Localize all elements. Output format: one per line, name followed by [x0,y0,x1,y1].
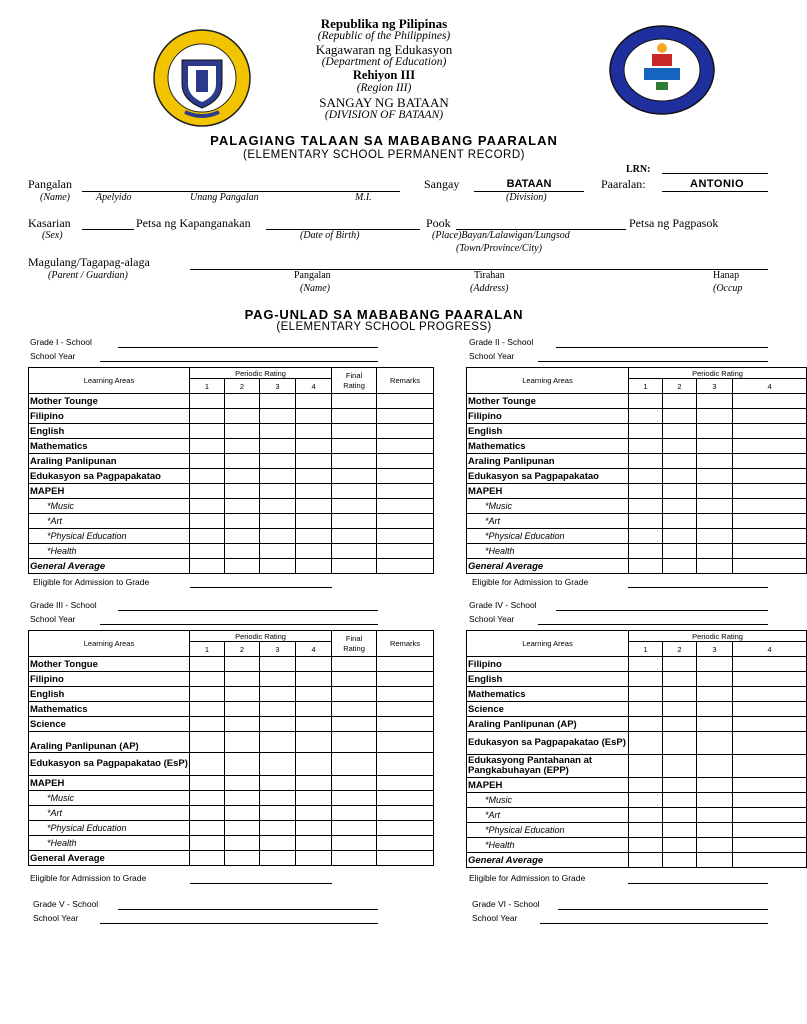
header-periodic-rating: Periodic Rating [629,368,807,379]
grade3-school-label: Grade III - School [30,600,97,610]
header-q2: 2 [225,379,260,394]
grade6-sy-field[interactable] [540,923,768,924]
table-row: Edukasyon sa Pagpapakatao [29,469,434,484]
table-row: *Health [467,544,807,559]
grade2-school-label: Grade II - School [469,337,534,347]
table-row: General Average [29,851,434,866]
lrn-field[interactable] [662,173,768,174]
grade2-sy-label: School Year [469,351,515,361]
table-row: Araling Panlipunan [467,454,807,469]
grade4-eligible-label: Eligible for Admission to Grade [469,873,586,883]
table-row: English [467,424,807,439]
table-row: Mother Tongue [29,657,434,672]
grade2-sy-field[interactable] [538,361,768,362]
header-region-en: (Region III) [356,82,412,94]
grade5-school-field[interactable] [118,909,378,910]
grade3-eligible-label: Eligible for Admission to Grade [30,873,147,883]
record-subtitle: (ELEMENTARY SCHOOL PERMANENT RECORD) [243,149,525,161]
grade4-table [466,630,807,868]
grade2-eligible-field[interactable] [628,587,768,588]
grade1-eligible-label: Eligible for Admission to Grade [33,577,150,587]
table-row: Araling Panlipunan (AP) [29,732,434,753]
grade4-sy-field[interactable] [538,624,768,625]
header-q3: 3 [697,379,733,394]
header-q4: 4 [733,379,807,394]
grade6-school-field[interactable] [558,909,768,910]
table-row: *Health [29,836,434,851]
grade3-school-field[interactable] [118,610,378,611]
table-row: *Physical Education [467,529,807,544]
header-q1: 1 [629,379,663,394]
header-deped-en: (Department of Education) [321,56,447,68]
table-row: MAPEH [467,778,807,793]
header-periodic-rating: Periodic Rating [190,368,332,379]
table-row: English [29,424,434,439]
header-q4: 4 [733,642,807,657]
table-row: *Physical Education [29,821,434,836]
grade3-eligible-field[interactable] [190,883,332,884]
grade1-eligible-field[interactable] [190,587,332,588]
grade4-school-field[interactable] [556,610,768,611]
pook-label: Pook [426,216,451,230]
grade1-table [28,367,434,574]
place-sub: (Place)Bayan/Lalawigan/Lungsod [432,230,570,241]
header-q3: 3 [260,642,296,657]
header-q4: 4 [296,642,332,657]
grade2-eligible-label: Eligible for Admission to Grade [472,577,589,587]
paaralan-value: ANTONIO [690,178,745,190]
sangay-value: BATAAN [506,178,552,190]
header-final-rating: Final Rating [332,631,377,657]
grade5-sy-field[interactable] [100,923,378,924]
table-row: Science [29,717,434,732]
table-row: Edukasyon sa Pagpapakatao (EsP) [467,732,807,755]
header-periodic-rating: Periodic Rating [629,631,807,642]
table-row: Mathematics [467,439,807,454]
header-division: SANGAY NG BATAAN [319,95,449,110]
record-title: PALAGIANG TALAAN SA MABABANG PAARALAN [210,133,558,148]
table-row: *Music [467,499,807,514]
table-row: Science [467,702,807,717]
table-row: General Average [467,853,807,868]
table-row: Filipino [29,409,434,424]
grade1-sy-field[interactable] [100,361,378,362]
progress-subtitle: (ELEMENTARY SCHOOL PROGRESS) [276,321,492,333]
table-row: Mother Tounge [29,394,434,409]
header-q3: 3 [260,379,296,394]
grade5-sy-label: School Year [33,913,79,923]
table-row: MAPEH [29,484,434,499]
table-row: Filipino [29,672,434,687]
town-sub: (Town/Province/City) [456,243,542,254]
header-periodic-rating: Periodic Rating [190,631,332,642]
table-row: *Art [29,806,434,821]
header-q3: 3 [697,642,733,657]
apelyido-sub: Apelyido [96,192,132,203]
lrn-label: LRN: [626,164,651,175]
grade1-school-label: Grade I - School [30,337,92,347]
table-row: English [467,672,807,687]
paaralan-field[interactable] [662,191,768,192]
p-pangalan: Pangalan [294,270,331,281]
header-q1: 1 [190,642,225,657]
header-q2: 2 [663,379,697,394]
table-row: MAPEH [29,776,434,791]
header-remarks: Remarks [377,368,434,394]
grade4-eligible-field[interactable] [628,883,768,884]
header-republic-en: (Republic of the Philippines) [317,30,451,42]
table-row: General Average [467,559,807,574]
sex-sub: (Sex) [42,230,63,241]
header-learning-areas: Learning Areas [29,631,190,657]
occup-sub: (Occup [713,283,743,294]
table-row: *Art [467,808,807,823]
grade4-school-label: Grade IV - School [469,600,537,610]
header-division-en: (DIVISION OF BATAAN) [324,109,444,121]
header-q1: 1 [629,642,663,657]
table-row: *Music [29,791,434,806]
table-row: Mother Tounge [467,394,807,409]
table-row: Mathematics [467,687,807,702]
header-q1: 1 [190,379,225,394]
header-remarks: Remarks [377,631,434,657]
paaralan-label: Paaralan: [601,177,646,191]
name-sub: (Name) [40,192,70,203]
table-row: Araling Panlipunan [29,454,434,469]
table-row: *Physical Education [467,823,807,838]
header-republic: Republika ng Pilipinas [320,16,448,31]
table-row: Edukasyon sa Pagpapakatao (EsP) [29,753,434,776]
sangay-label: Sangay [424,177,460,191]
header-q2: 2 [225,642,260,657]
dob-sub: (Date of Birth) [300,230,360,241]
kasarian-label: Kasarian [28,216,71,230]
table-row: Edukasyon sa Pagpapakatao [467,469,807,484]
grade3-sy-field[interactable] [100,624,378,625]
p-name-sub: (Name) [300,283,330,294]
table-row: English [29,687,434,702]
pangalan-label: Pangalan [28,177,72,191]
table-row: MAPEH [467,484,807,499]
tirahan: Tirahan [474,270,505,281]
unang-sub: Unang Pangalan [190,192,259,203]
petsa-pagpasok-label: Petsa ng Pagpasok [629,216,719,230]
table-row: Mathematics [29,439,434,454]
magulang-label: Magulang/Tagapag-alaga [28,255,150,269]
petsa-kap-label: Petsa ng Kapanganakan [136,216,251,230]
progress-title: PAG-UNLAD SA MABABANG PAARALAN [244,307,524,322]
grade5-school-label: Grade V - School [33,899,99,909]
division-sub: (Division) [506,192,547,203]
address-sub: (Address) [470,283,509,294]
table-row: Araling Panlipunan (AP) [467,717,807,732]
grade6-school-label: Grade VI - School [472,899,540,909]
header-learning-areas: Learning Areas [467,368,629,394]
table-row: *Physical Education [29,529,434,544]
header-learning-areas: Learning Areas [467,631,629,657]
grade6-sy-label: School Year [472,913,518,923]
table-row: *Health [29,544,434,559]
header-deped: Kagawaran ng Edukasyon [315,42,453,57]
header-region: Rehiyon III [352,68,416,82]
header-final-rating: Final Rating [332,368,377,394]
table-row: *Health [467,838,807,853]
table-row: *Art [467,514,807,529]
sex-field[interactable] [82,229,134,230]
grade3-table [28,630,434,866]
hanap: Hanap [713,270,740,281]
grade2-table [466,367,807,574]
parent-sub: (Parent / Guardian) [48,270,128,281]
header-learning-areas: Learning Areas [29,368,190,394]
header-q4: 4 [296,379,332,394]
grade1-school-field[interactable] [118,347,378,348]
table-row: *Art [29,514,434,529]
mi-sub: M.I. [355,192,372,203]
table-row: *Music [467,793,807,808]
table-row: Filipino [467,409,807,424]
header-q2: 2 [663,642,697,657]
table-row: Mathematics [29,702,434,717]
table-row: *Music [29,499,434,514]
table-row: General Average [29,559,434,574]
grade3-sy-label: School Year [30,614,76,624]
grade4-sy-label: School Year [469,614,515,624]
grade1-sy-label: School Year [30,351,76,361]
grade2-school-field[interactable] [556,347,768,348]
table-row: Edukasyong Pantahanan at Pangkabuhayan (EPP) [467,755,807,778]
table-row: Filipino [467,657,807,672]
